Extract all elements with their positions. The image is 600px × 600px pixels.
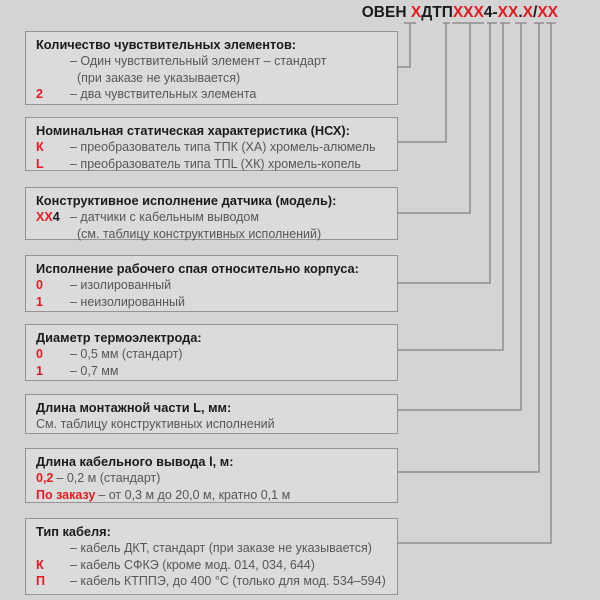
connector-line-7 bbox=[398, 23, 544, 472]
option-row bbox=[36, 557, 389, 573]
option-text: – 0,5 мм (стандарт) bbox=[70, 347, 183, 362]
option-code: П bbox=[36, 573, 45, 588]
option-row bbox=[36, 86, 389, 102]
option-row bbox=[36, 573, 389, 589]
box-cable-type bbox=[25, 518, 398, 595]
box-electrode-diameter bbox=[25, 324, 398, 381]
code-segment: Х bbox=[410, 4, 422, 21]
connector-line-5 bbox=[398, 23, 510, 350]
code-segment: . bbox=[518, 4, 523, 21]
option-code: 0,2 bbox=[36, 471, 54, 486]
option-text: См. таблицу конструктивных исполнений bbox=[36, 417, 275, 432]
option-text: – преобразователь типа ТПL (ХК) хромель-копель bbox=[70, 156, 361, 171]
option-row bbox=[36, 226, 389, 242]
option-code: 0 bbox=[36, 347, 43, 362]
option-code: ХХ4 bbox=[36, 210, 60, 225]
connector-line-6 bbox=[398, 23, 527, 410]
option-row bbox=[36, 294, 389, 310]
option-row bbox=[36, 416, 389, 432]
option-row bbox=[36, 487, 389, 503]
option-text: – два чувствительных элемента bbox=[70, 86, 257, 101]
option-code: L bbox=[36, 156, 44, 171]
option-text: – кабель СФКЭ (кроме мод. 014, 034, 644) bbox=[70, 557, 315, 572]
box-mounting-length bbox=[25, 394, 398, 434]
code-segment: ОВЕН bbox=[361, 4, 411, 21]
box-sensor-count bbox=[25, 31, 398, 105]
box-cable-length bbox=[25, 448, 398, 503]
option-code: 2 bbox=[36, 86, 43, 101]
box-title: Диаметр термоэлектрода: bbox=[36, 330, 202, 345]
option-text: – преобразователь типа ТПК (ХА) хромель-алюмель bbox=[70, 140, 376, 155]
option-text: (см. таблицу конструктивных исполнений) bbox=[77, 226, 322, 241]
box-title: Длина монтажной части L, мм: bbox=[36, 400, 232, 415]
option-text: – датчики с кабельным выводом bbox=[70, 210, 259, 225]
code-segment: ХХ bbox=[497, 4, 519, 21]
option-text: – от 0,3 м до 20,0 м, кратно 0,1 м bbox=[98, 487, 291, 502]
option-row bbox=[36, 346, 389, 362]
code-segment: 4- bbox=[483, 4, 498, 21]
box-title: Длина кабельного вывода l, м: bbox=[36, 454, 234, 469]
option-code: К bbox=[36, 140, 44, 155]
box-design-model bbox=[25, 187, 398, 240]
option-row bbox=[36, 470, 389, 486]
option-text: (при заказе не указывается) bbox=[77, 70, 241, 85]
option-text: – 0,2 м (стандарт) bbox=[56, 471, 161, 486]
option-text: – кабель КТППЭ, до 400 °С (только для мод. 534–594) bbox=[70, 573, 386, 588]
code-segment: / bbox=[533, 4, 538, 21]
option-row bbox=[36, 209, 389, 225]
option-code: К bbox=[36, 557, 44, 572]
box-junction-type bbox=[25, 255, 398, 312]
option-row bbox=[36, 540, 389, 556]
option-code: 0 bbox=[36, 278, 43, 293]
option-row bbox=[36, 363, 389, 379]
option-row bbox=[36, 53, 389, 69]
box-nsx bbox=[25, 117, 398, 171]
option-code: По заказу bbox=[36, 487, 96, 502]
box-title: Номинальная статическая характеристика (НСХ): bbox=[36, 123, 350, 138]
option-text: – Один чувствительный элемент – стандарт bbox=[70, 54, 327, 69]
option-row bbox=[36, 139, 389, 155]
connector-line-2 bbox=[398, 23, 450, 142]
box-title: Количество чувствительных элементов: bbox=[36, 37, 297, 52]
box-title: Исполнение рабочего спая относительно корпуса: bbox=[36, 261, 359, 276]
option-text: – 0,7 мм bbox=[70, 363, 119, 378]
option-code-suffix: 4 bbox=[52, 210, 60, 225]
code-segment: ХХ bbox=[537, 4, 558, 21]
option-row bbox=[36, 156, 389, 172]
option-text: – изолированный bbox=[70, 278, 172, 293]
connector-line-4 bbox=[398, 23, 497, 283]
connector-line-1 bbox=[398, 23, 416, 67]
option-code: 1 bbox=[36, 363, 43, 378]
option-row bbox=[36, 277, 389, 293]
code-segment: ХХХ bbox=[452, 4, 484, 21]
option-code: 1 bbox=[36, 294, 43, 309]
option-row bbox=[36, 70, 389, 86]
box-title: Тип кабеля: bbox=[36, 524, 111, 539]
code-segment: ДТП bbox=[421, 4, 453, 21]
connector-line-3 bbox=[398, 23, 484, 213]
code-segment: Х bbox=[522, 4, 533, 21]
option-text: – кабель ДКТ, стандарт (при заказе не указывается) bbox=[70, 541, 372, 556]
option-text: – неизолированный bbox=[70, 294, 185, 309]
box-title: Конструктивное исполнение датчика (модель): bbox=[36, 193, 337, 208]
